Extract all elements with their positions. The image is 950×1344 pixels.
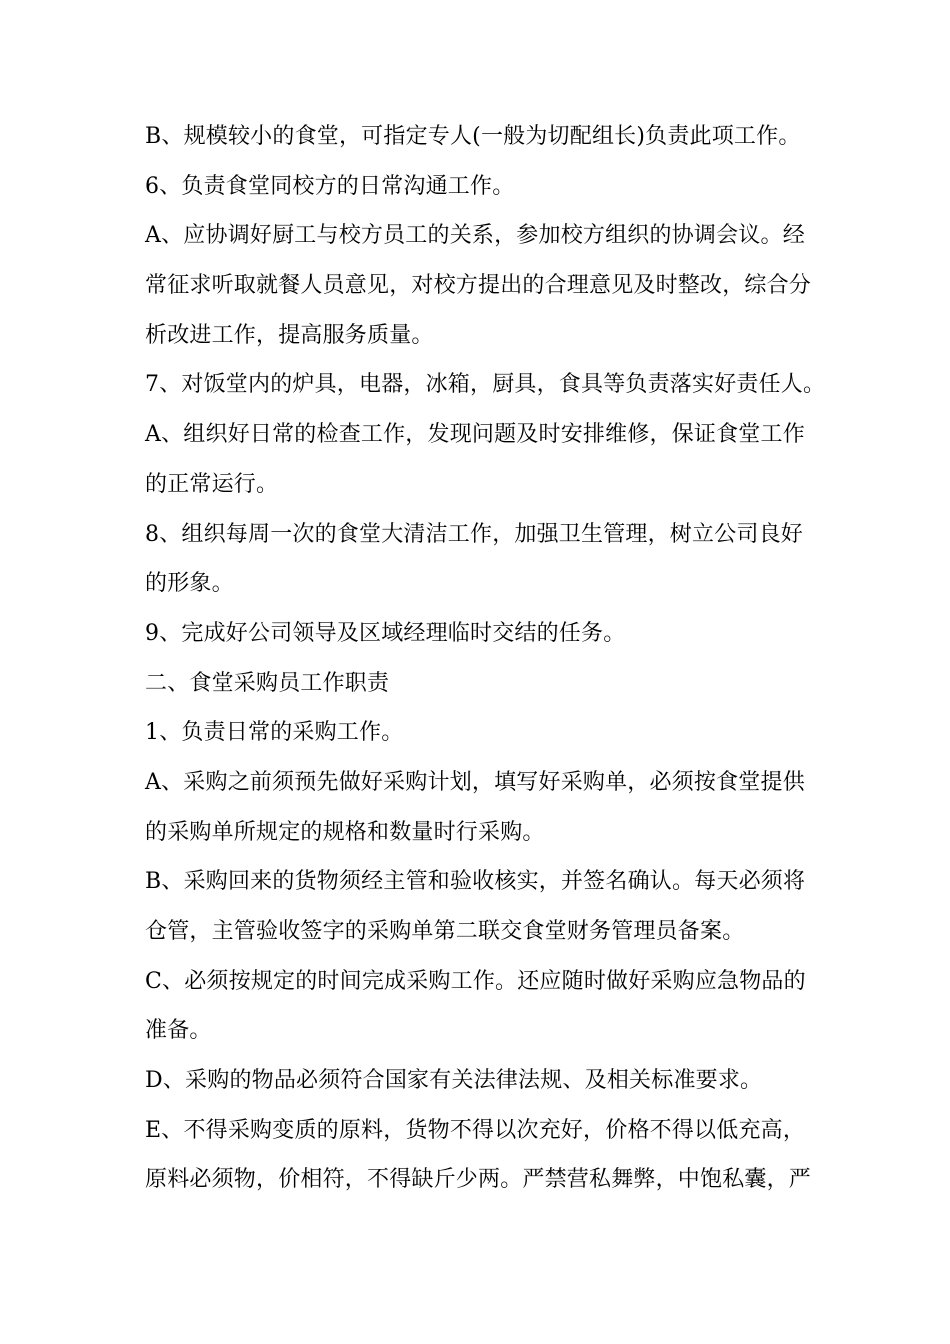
text-line: 1、负责日常的采购工作。 (145, 720, 404, 746)
text-line: 6、负责食堂同校方的日常沟通工作。 (145, 173, 515, 199)
text-line: A、应协调好厨工与校方员工的关系，参加校方组织的协调会议。经 (145, 223, 805, 249)
section-heading: 二、食堂采购员工作职责 (145, 670, 390, 696)
text-line: A、组织好日常的检查工作，发现问题及时安排维修，保证食堂工作 (145, 422, 805, 448)
text-line: 原料必须物，价相符，不得缺斤少两。严禁营私舞弊，中饱私囊，严 (145, 1167, 812, 1193)
text-line: C、必须按规定的时间完成采购工作。还应随时做好采购应急物品的 (145, 968, 806, 994)
text-line: 的正常运行。 (145, 471, 279, 497)
text-line: 仓管，主管验收签字的采购单第二联交食堂财务管理员备案。 (145, 919, 745, 944)
text-line: 析改进工作，提高服务质量。 (145, 322, 434, 348)
text-line: 常征求听取就餐人员意见，对校方提出的合理意见及时整改，综合分 (145, 273, 812, 299)
text-line: 的采购单所规定的规格和数量时行采购。 (145, 819, 545, 845)
text-line: D、采购的物品必须符合国家有关法律法规、及相关标准要求。 (145, 1068, 763, 1094)
text-line: B、采购回来的货物须经主管和验收核实，并签名确认。每天必须将 (145, 869, 806, 895)
text-line: E、不得采购变质的原料，货物不得以次充好，价格不得以低充高， (145, 1117, 806, 1143)
text-line: 7、对饭堂内的炉具，电器，冰箱，厨具，食具等负责落实好责任人。 (145, 372, 826, 398)
text-line: 的形象。 (145, 571, 234, 597)
text-line: B、规模较小的食堂，可指定专人(一般为切配组长)负责此项工作。 (145, 124, 801, 149)
document-body (145, 112, 826, 1205)
text-line: 9、完成好公司领导及区域经理临时交结的任务。 (145, 620, 626, 646)
text-line: A、采购之前须预先做好采购计划，填写好采购单，必须按食堂提供 (145, 769, 805, 795)
text-line: 准备。 (145, 1018, 212, 1044)
text-line: 8、组织每周一次的食堂大清洁工作，加强卫生管理，树立公司良好 (145, 521, 803, 547)
